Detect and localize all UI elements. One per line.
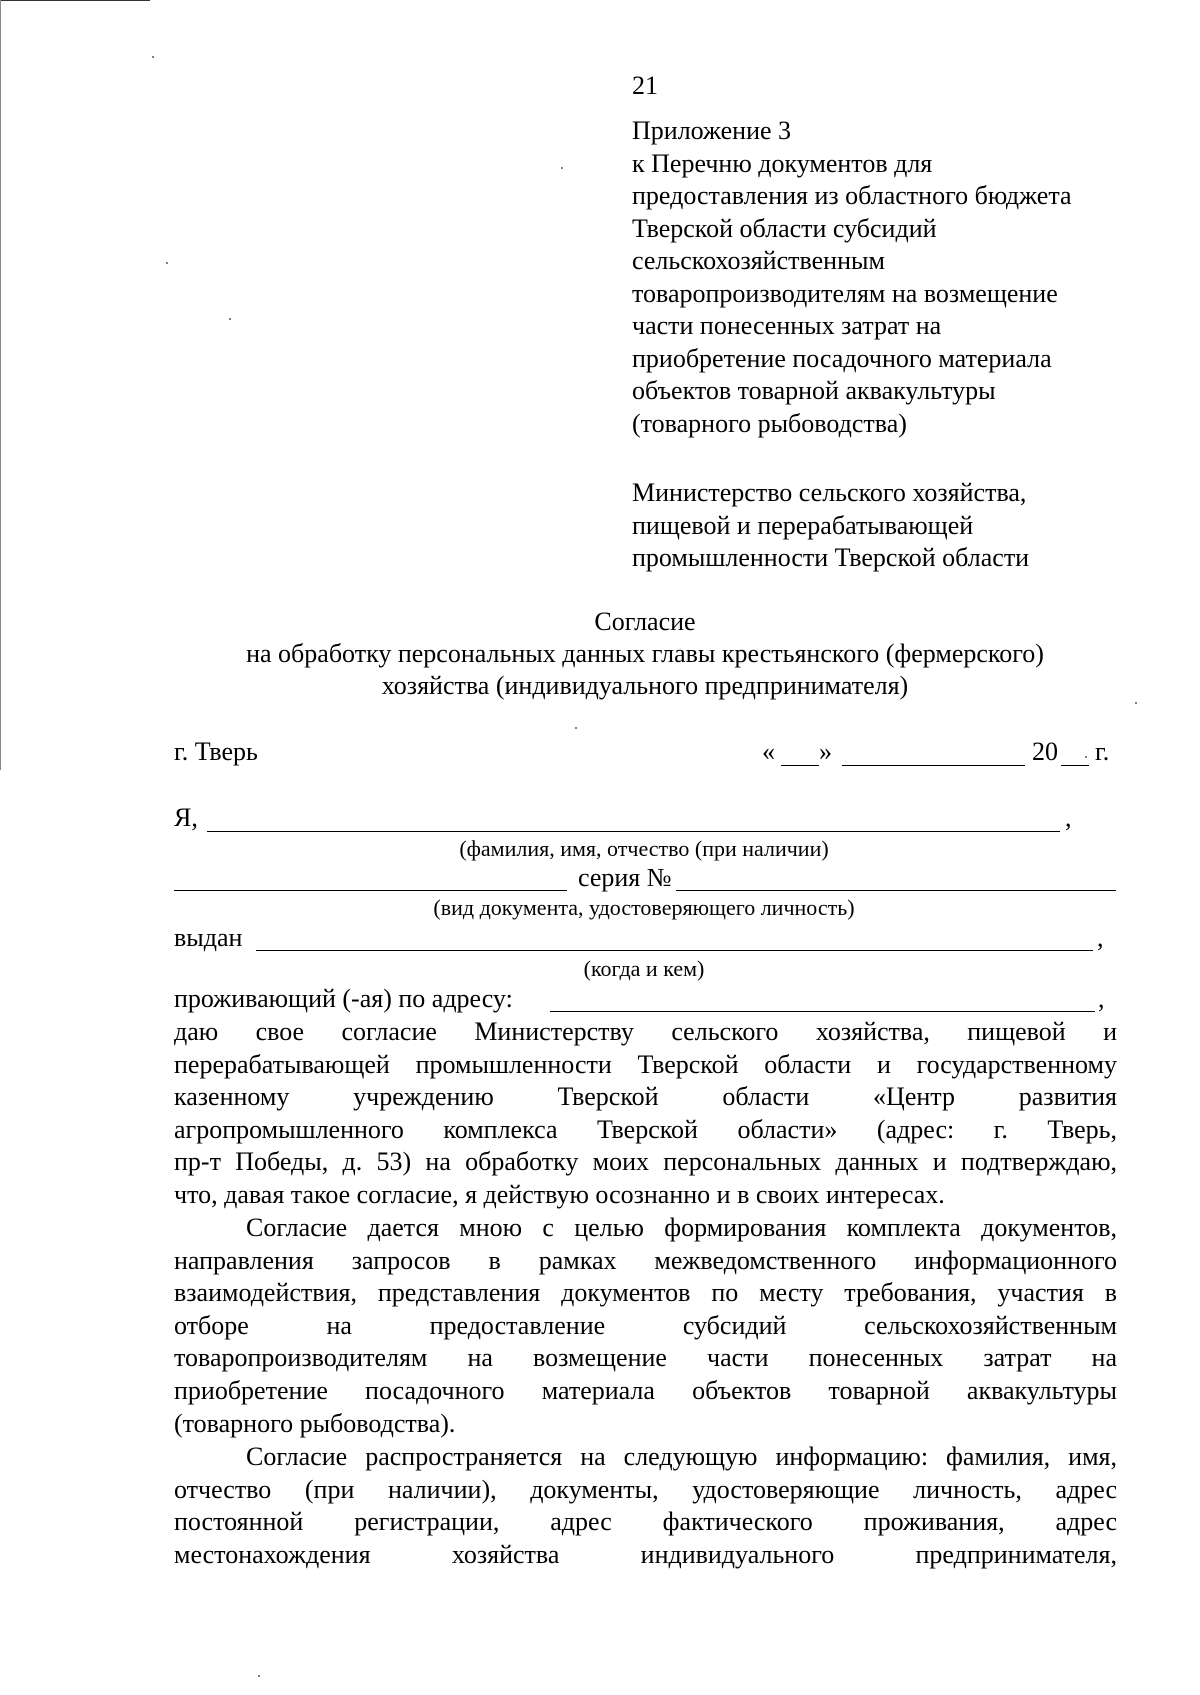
scan-edge-mark (0, 0, 1, 770)
consent-paragraph-2 (174, 1212, 1117, 1440)
date-day-field[interactable] (781, 765, 819, 766)
document-type-field[interactable] (174, 890, 567, 891)
place: г. Тверь (174, 737, 258, 766)
page-number: 21 (632, 71, 658, 100)
address-label: проживающий (-ая) по адресу: (174, 984, 513, 1013)
scan-speck (152, 56, 154, 58)
paragraph-line: (товарного рыбоводства). (174, 1408, 456, 1438)
series-number-field[interactable] (676, 890, 1116, 891)
paragraph-line: направления запросов в рамках межведомственного информационного (174, 1245, 1117, 1275)
appendix-line: Тверской области субсидий (632, 213, 937, 243)
appendix-line: приобретение посадочного материала (632, 343, 1052, 373)
date-year-field[interactable] (1061, 765, 1089, 766)
paragraph-line: пр-т Победы, д. 53) на обработку моих персональных данных и подтверждаю, (174, 1147, 1117, 1177)
date-close-quote: » (819, 737, 832, 766)
appendix-block (632, 115, 1072, 440)
scan-speck (1085, 756, 1087, 758)
paragraph-line: что, давая такое согласие, я действую осознанно и в своих интересах. (174, 1179, 945, 1209)
paragraph-line: агропромышленного комплекса Тверской области» (адрес: г. Тверь, (174, 1114, 1117, 1144)
scan-speck (1135, 702, 1137, 704)
addressee-line: пищевой и перерабатывающей (632, 510, 974, 540)
paragraph-line: местонахождения хозяйства индивидуального предпринимателя, (174, 1539, 1117, 1569)
date-month-field[interactable] (842, 765, 1025, 766)
paragraph-line: казенному учреждению Тверской области «Центр развития (174, 1082, 1117, 1112)
title-line: хозяйства (индивидуального предпринимателя) (381, 671, 909, 700)
appendix-line: к Перечню документов для (632, 148, 933, 178)
consent-paragraph-1 (174, 1016, 1117, 1212)
appendix-line: предоставления из областного бюджета (632, 181, 1072, 210)
appendix-line: объектов товарной аквакультуры (632, 376, 996, 405)
comma: , (1065, 803, 1072, 832)
document-title (150, 606, 1140, 702)
scan-speck (258, 1675, 260, 1677)
document-type-caption: (вид документа, удостоверяющего личность) (433, 895, 855, 920)
scan-speck (229, 318, 231, 320)
scan-speck (575, 727, 577, 729)
comma: , (1098, 984, 1105, 1013)
title-line: на обработку персональных данных главы крестьянского (фермерского) (246, 639, 1044, 668)
paragraph-line: Согласие дается мною с целью формирования комплекта документов, (246, 1213, 1117, 1242)
date-open-quote: « (762, 737, 775, 766)
full-name-caption: (фамилия, имя, отчество (при наличии) (459, 836, 829, 861)
scan-speck (561, 167, 563, 169)
consent-paragraph-3 (174, 1441, 1117, 1571)
issued-label: выдан (174, 923, 243, 952)
i-label: Я, (174, 803, 198, 832)
comma: , (1097, 923, 1104, 952)
addressee-line: промышленности Тверской области (632, 543, 1030, 572)
appendix-line: сельскохозяйственным (632, 246, 885, 275)
paragraph-line: отчество (при наличии), документы, удостоверяющие личность, адрес (174, 1474, 1117, 1504)
title-line: Согласие (594, 607, 696, 636)
appendix-line: (товарного рыбоводства) (632, 408, 907, 438)
full-name-field[interactable] (207, 831, 1060, 832)
paragraph-line: приобретение посадочного материала объектов товарной аквакультуры (174, 1375, 1117, 1405)
paragraph-line: постоянной регистрации, адрес фактического проживания, адрес (174, 1507, 1117, 1537)
paragraph-line: Согласие распространяется на следующую информацию: фамилия, имя, (246, 1442, 1117, 1471)
paragraph-line: отборе на предоставление субсидий сельскохозяйственным (174, 1310, 1117, 1340)
scan-edge-mark (0, 0, 150, 1)
address-field[interactable] (550, 1011, 1095, 1012)
appendix-line: части понесенных затрат на (632, 311, 942, 340)
issued-by-field[interactable] (256, 950, 1093, 951)
paragraph-line: товаропроизводителям на возмещение части понесенных затрат на (174, 1343, 1117, 1373)
appendix-line: товаропроизводителям на возмещение (632, 278, 1058, 308)
scan-speck (166, 262, 168, 264)
series-number-label: серия № (578, 863, 672, 892)
date-year-prefix: 20 (1032, 737, 1058, 766)
paragraph-line: перерабатывающей промышленности Тверской области и государственному (174, 1049, 1117, 1079)
paragraph-line: взаимодействия, представления документов по месту требования, участия в (174, 1278, 1117, 1308)
appendix-line: Приложение 3 (632, 116, 792, 145)
addressee-line: Министерство сельского хозяйства, (632, 478, 1027, 507)
date-year-suffix: г. (1095, 737, 1110, 766)
addressee-block (632, 477, 1029, 575)
issued-caption: (когда и кем) (583, 956, 705, 981)
paragraph-line: даю свое согласие Министерству сельского хозяйства, пищевой и (174, 1017, 1117, 1046)
